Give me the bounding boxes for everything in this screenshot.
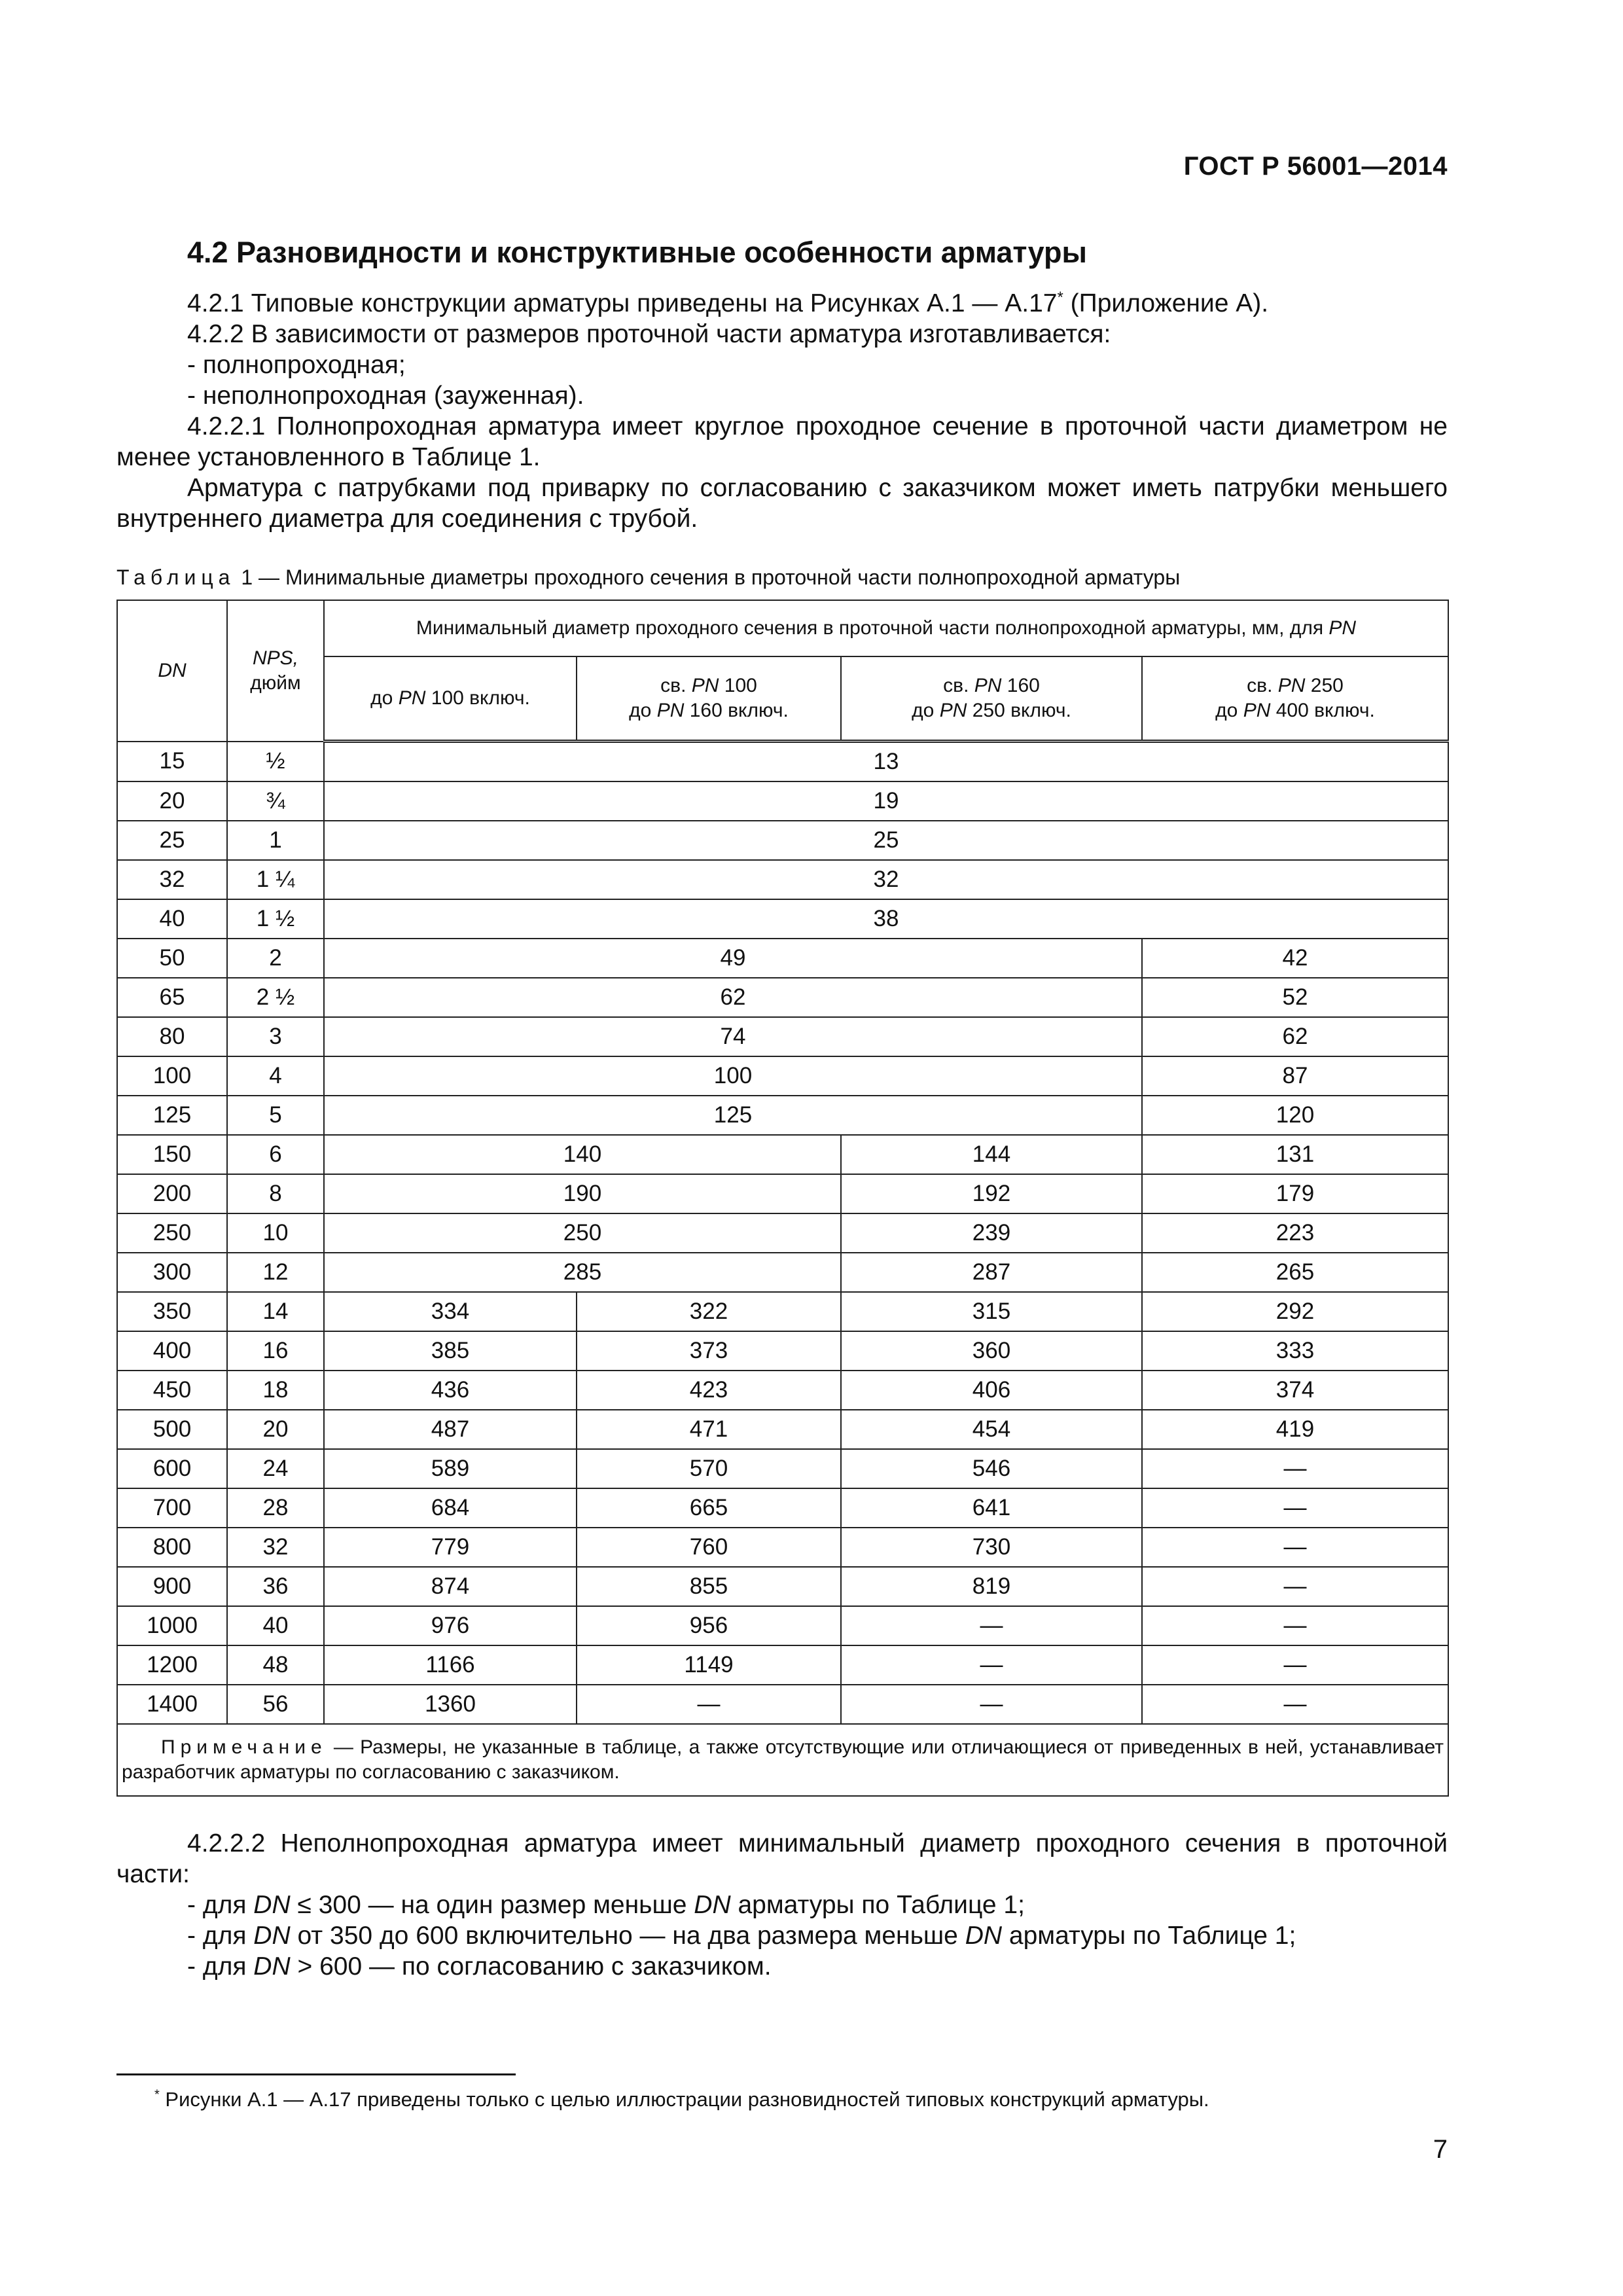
cell-diameter: 223 — [1142, 1213, 1448, 1253]
cell-nps: 36 — [227, 1567, 324, 1606]
table-body — [117, 742, 1448, 1725]
cell-diameter: — — [1142, 1606, 1448, 1645]
paragraph-4-2-2: 4.2.2 В зависимости от размеров проточной части арматура изготавливается: — [187, 320, 1111, 348]
cell-diameter: 49 — [324, 939, 1142, 978]
cell-diameter: — — [841, 1606, 1142, 1645]
cell-dn: 32 — [117, 860, 227, 899]
cell-diameter: 250 — [324, 1213, 841, 1253]
cell-diameter: 287 — [841, 1253, 1142, 1292]
cell-diameter: 62 — [324, 978, 1142, 1017]
cell-diameter: 125 — [324, 1096, 1142, 1135]
table-row — [117, 1056, 1448, 1096]
cell-diameter: 62 — [1142, 1017, 1448, 1056]
cell-diameter: 334 — [324, 1292, 577, 1331]
table-row — [117, 1528, 1448, 1567]
cell-diameter: 87 — [1142, 1056, 1448, 1096]
cell-diameter: 641 — [841, 1488, 1142, 1528]
cell-nps: 3 — [227, 1017, 324, 1056]
cell-diameter: — — [577, 1685, 841, 1724]
table-row — [117, 1371, 1448, 1410]
section-title: 4.2 Разновидности и конструктивные особенности арматуры — [187, 236, 1087, 269]
caption-text: 1 — Минимальные диаметры проходного сечения в проточной части полнопроходной арматуры — [235, 565, 1181, 589]
cell-dn: 300 — [117, 1253, 227, 1292]
cell-diameter: 131 — [1142, 1135, 1448, 1174]
cell-diameter: 684 — [324, 1488, 577, 1528]
cell-diameter: 144 — [841, 1135, 1142, 1174]
cell-nps: 18 — [227, 1371, 324, 1410]
table-row — [117, 939, 1448, 978]
cell-nps: 10 — [227, 1213, 324, 1253]
table-row — [117, 1017, 1448, 1056]
cell-dn: 1400 — [117, 1685, 227, 1724]
cell-diameter: — — [1142, 1449, 1448, 1488]
cell-diameter: 374 — [1142, 1371, 1448, 1410]
caption-word: Таблица — [116, 565, 236, 589]
cell-dn: 15 — [117, 742, 227, 782]
cell-dn: 700 — [117, 1488, 227, 1528]
cell-diameter: 730 — [841, 1528, 1142, 1567]
header-nps: NPS, дюйм — [227, 600, 324, 742]
paragraph-text: (Приложение А). — [1063, 289, 1269, 317]
header-pn-100-160: св. PN 100 до PN 160 включ. — [577, 656, 841, 742]
note-text: — Размеры, не указанные в таблице, а также отсутствующие или отличающиеся от приведенных в ней, устанавливает разработчик арматуры по согласованию с заказчиком. — [122, 1736, 1444, 1783]
table-row — [117, 1096, 1448, 1135]
cell-dn: 125 — [117, 1096, 227, 1135]
cell-diameter: — — [841, 1645, 1142, 1685]
footnote-ref: * — [1057, 289, 1063, 306]
footnote — [154, 2087, 1209, 2113]
cell-diameter: 570 — [577, 1449, 841, 1488]
cell-diameter: 74 — [324, 1017, 1142, 1056]
cell-diameter: 192 — [841, 1174, 1142, 1213]
cell-dn: 350 — [117, 1292, 227, 1331]
cell-nps: 1 — [227, 821, 324, 860]
cell-diameter: 373 — [577, 1331, 841, 1371]
cell-dn: 500 — [117, 1410, 227, 1449]
cell-diameter: 19 — [324, 781, 1448, 821]
cell-diameter: — — [841, 1685, 1142, 1724]
page-content — [116, 236, 1448, 1982]
table-row — [117, 1135, 1448, 1174]
cell-diameter: 406 — [841, 1371, 1142, 1410]
table-row — [117, 1488, 1448, 1528]
list-item: - полнопроходная; — [187, 351, 406, 379]
table-row — [117, 860, 1448, 899]
table-row — [117, 1331, 1448, 1371]
cell-nps: 32 — [227, 1528, 324, 1567]
table-row — [117, 1449, 1448, 1488]
cell-diameter: 855 — [577, 1567, 841, 1606]
cell-diameter: 1149 — [577, 1645, 841, 1685]
section-after-table — [116, 1828, 1448, 1982]
cell-diameter: 454 — [841, 1410, 1142, 1449]
cell-diameter: 140 — [324, 1135, 841, 1174]
header-pn-upto-100: до PN 100 включ. — [324, 656, 577, 742]
table-row — [117, 742, 1448, 782]
cell-dn: 65 — [117, 978, 227, 1017]
cell-diameter: 956 — [577, 1606, 841, 1645]
table-row — [117, 781, 1448, 821]
table-row — [117, 1292, 1448, 1331]
cell-diameter: — — [1142, 1645, 1448, 1685]
cell-dn: 150 — [117, 1135, 227, 1174]
cell-nps: 2 — [227, 939, 324, 978]
cell-nps: ½ — [227, 742, 324, 782]
cell-diameter: 25 — [324, 821, 1448, 860]
table-row — [117, 1685, 1448, 1724]
header-pn-160-250: св. PN 160 до PN 250 включ. — [841, 656, 1142, 742]
footnote-divider — [116, 2073, 516, 2075]
list-item: - неполнопроходная (зауженная). — [187, 382, 584, 410]
footnote-text: Рисунки А.1 — А.17 приведены только с целью иллюстрации разновидностей типовых конструкций арматуры. — [159, 2088, 1209, 2111]
cell-diameter: 265 — [1142, 1253, 1448, 1292]
cell-diameter: 1166 — [324, 1645, 577, 1685]
cell-dn: 50 — [117, 939, 227, 978]
paragraph-welding-ends: Арматура с патрубками под приварку по согласованию с заказчиком может иметь патрубки меньшего внутреннего диаметра для соединения с трубой. — [116, 474, 1448, 533]
cell-diameter: 874 — [324, 1567, 577, 1606]
cell-diameter: — — [1142, 1528, 1448, 1567]
cell-diameter: — — [1142, 1488, 1448, 1528]
cell-diameter: 487 — [324, 1410, 577, 1449]
cell-diameter: 419 — [1142, 1410, 1448, 1449]
cell-dn: 20 — [117, 781, 227, 821]
cell-dn: 250 — [117, 1213, 227, 1253]
cell-diameter: 665 — [577, 1488, 841, 1528]
cell-dn: 80 — [117, 1017, 227, 1056]
cell-diameter: 436 — [324, 1371, 577, 1410]
document-id: ГОСТ Р 56001—2014 — [1183, 152, 1448, 181]
table-caption — [116, 564, 1448, 590]
cell-diameter: 976 — [324, 1606, 577, 1645]
cell-diameter: 779 — [324, 1528, 577, 1567]
cell-diameter: 239 — [841, 1213, 1142, 1253]
cell-diameter: 32 — [324, 860, 1448, 899]
cell-dn: 1200 — [117, 1645, 227, 1685]
cell-dn: 100 — [117, 1056, 227, 1096]
cell-diameter: 819 — [841, 1567, 1142, 1606]
table-row — [117, 1253, 1448, 1292]
cell-nps: 12 — [227, 1253, 324, 1292]
cell-nps: 6 — [227, 1135, 324, 1174]
diameter-table — [116, 600, 1449, 1797]
cell-nps: 48 — [227, 1645, 324, 1685]
footnote-mark: * — [154, 2087, 160, 2102]
header-dn: DN — [117, 600, 227, 742]
table-row — [117, 1567, 1448, 1606]
cell-diameter: 42 — [1142, 939, 1448, 978]
table-row — [117, 978, 1448, 1017]
cell-diameter: 546 — [841, 1449, 1142, 1488]
cell-diameter: — — [1142, 1567, 1448, 1606]
cell-nps: 28 — [227, 1488, 324, 1528]
cell-nps: 1 ½ — [227, 899, 324, 939]
table-note — [117, 1724, 1448, 1796]
table-row — [117, 1606, 1448, 1645]
cell-diameter: 190 — [324, 1174, 841, 1213]
cell-dn: 800 — [117, 1528, 227, 1567]
cell-nps: 16 — [227, 1331, 324, 1371]
page-number: 7 — [1433, 2135, 1448, 2164]
cell-nps: 4 — [227, 1056, 324, 1096]
cell-nps: 56 — [227, 1685, 324, 1724]
cell-diameter: 179 — [1142, 1174, 1448, 1213]
table-row — [117, 821, 1448, 860]
header-pn-250-400: св. PN 250 до PN 400 включ. — [1142, 656, 1448, 742]
cell-dn: 40 — [117, 899, 227, 939]
paragraph-4-2-2-1: 4.2.2.1 Полнопроходная арматура имеет круглое проходное сечение в проточной части диаметром не менее установленного в Таблице 1. — [116, 412, 1448, 471]
cell-nps: 24 — [227, 1449, 324, 1488]
cell-diameter: 322 — [577, 1292, 841, 1331]
cell-nps: 8 — [227, 1174, 324, 1213]
table-row — [117, 1174, 1448, 1213]
cell-dn: 200 — [117, 1174, 227, 1213]
cell-dn: 400 — [117, 1331, 227, 1371]
cell-diameter: 471 — [577, 1410, 841, 1449]
cell-diameter: 120 — [1142, 1096, 1448, 1135]
table-row — [117, 1410, 1448, 1449]
cell-diameter: 13 — [324, 742, 1448, 782]
paragraph-4-2-1 — [116, 288, 1448, 319]
list-item: - для DN от 350 до 600 включительно — на два размера меньше DN арматуры по Таблице 1; — [187, 1922, 1296, 1950]
cell-nps: 5 — [227, 1096, 324, 1135]
cell-nps: 40 — [227, 1606, 324, 1645]
cell-dn: 1000 — [117, 1606, 227, 1645]
cell-nps: 20 — [227, 1410, 324, 1449]
cell-diameter: 315 — [841, 1292, 1142, 1331]
cell-nps: 1 ¼ — [227, 860, 324, 899]
note-word: Примечание — [161, 1736, 327, 1758]
cell-nps: ¾ — [227, 781, 324, 821]
cell-diameter: 360 — [841, 1331, 1142, 1371]
paragraph-4-2-2-2: 4.2.2.2 Неполнопроходная арматура имеет минимальный диаметр проходного сечения в проточной части: — [116, 1829, 1448, 1888]
list-item: - для DN ≤ 300 — на один размер меньше DN арматуры по Таблице 1; — [187, 1891, 1025, 1919]
cell-diameter: 1360 — [324, 1685, 577, 1724]
table-row — [117, 899, 1448, 939]
cell-dn: 450 — [117, 1371, 227, 1410]
cell-nps: 14 — [227, 1292, 324, 1331]
paragraph-text: 4.2.1 Типовые конструкции арматуры приведены на Рисунках А.1 — А.17 — [187, 289, 1058, 317]
cell-dn: 900 — [117, 1567, 227, 1606]
cell-diameter: 385 — [324, 1331, 577, 1371]
list-item: - для DN > 600 — по согласованию с заказчиком. — [187, 1952, 772, 1981]
cell-dn: 600 — [117, 1449, 227, 1488]
cell-nps: 2 ½ — [227, 978, 324, 1017]
cell-diameter: 100 — [324, 1056, 1142, 1096]
table-row — [117, 1213, 1448, 1253]
cell-diameter: 589 — [324, 1449, 577, 1488]
cell-diameter: 423 — [577, 1371, 841, 1410]
cell-diameter: 760 — [577, 1528, 841, 1567]
table-row — [117, 1645, 1448, 1685]
cell-diameter: 52 — [1142, 978, 1448, 1017]
cell-diameter: 38 — [324, 899, 1448, 939]
cell-dn: 25 — [117, 821, 227, 860]
header-min-diameter: Минимальный диаметр проходного сечения в проточной части полнопроходной арматуры, мм, для PN — [324, 600, 1448, 656]
cell-diameter: 285 — [324, 1253, 841, 1292]
cell-diameter: 333 — [1142, 1331, 1448, 1371]
cell-diameter: 292 — [1142, 1292, 1448, 1331]
cell-diameter: — — [1142, 1685, 1448, 1724]
